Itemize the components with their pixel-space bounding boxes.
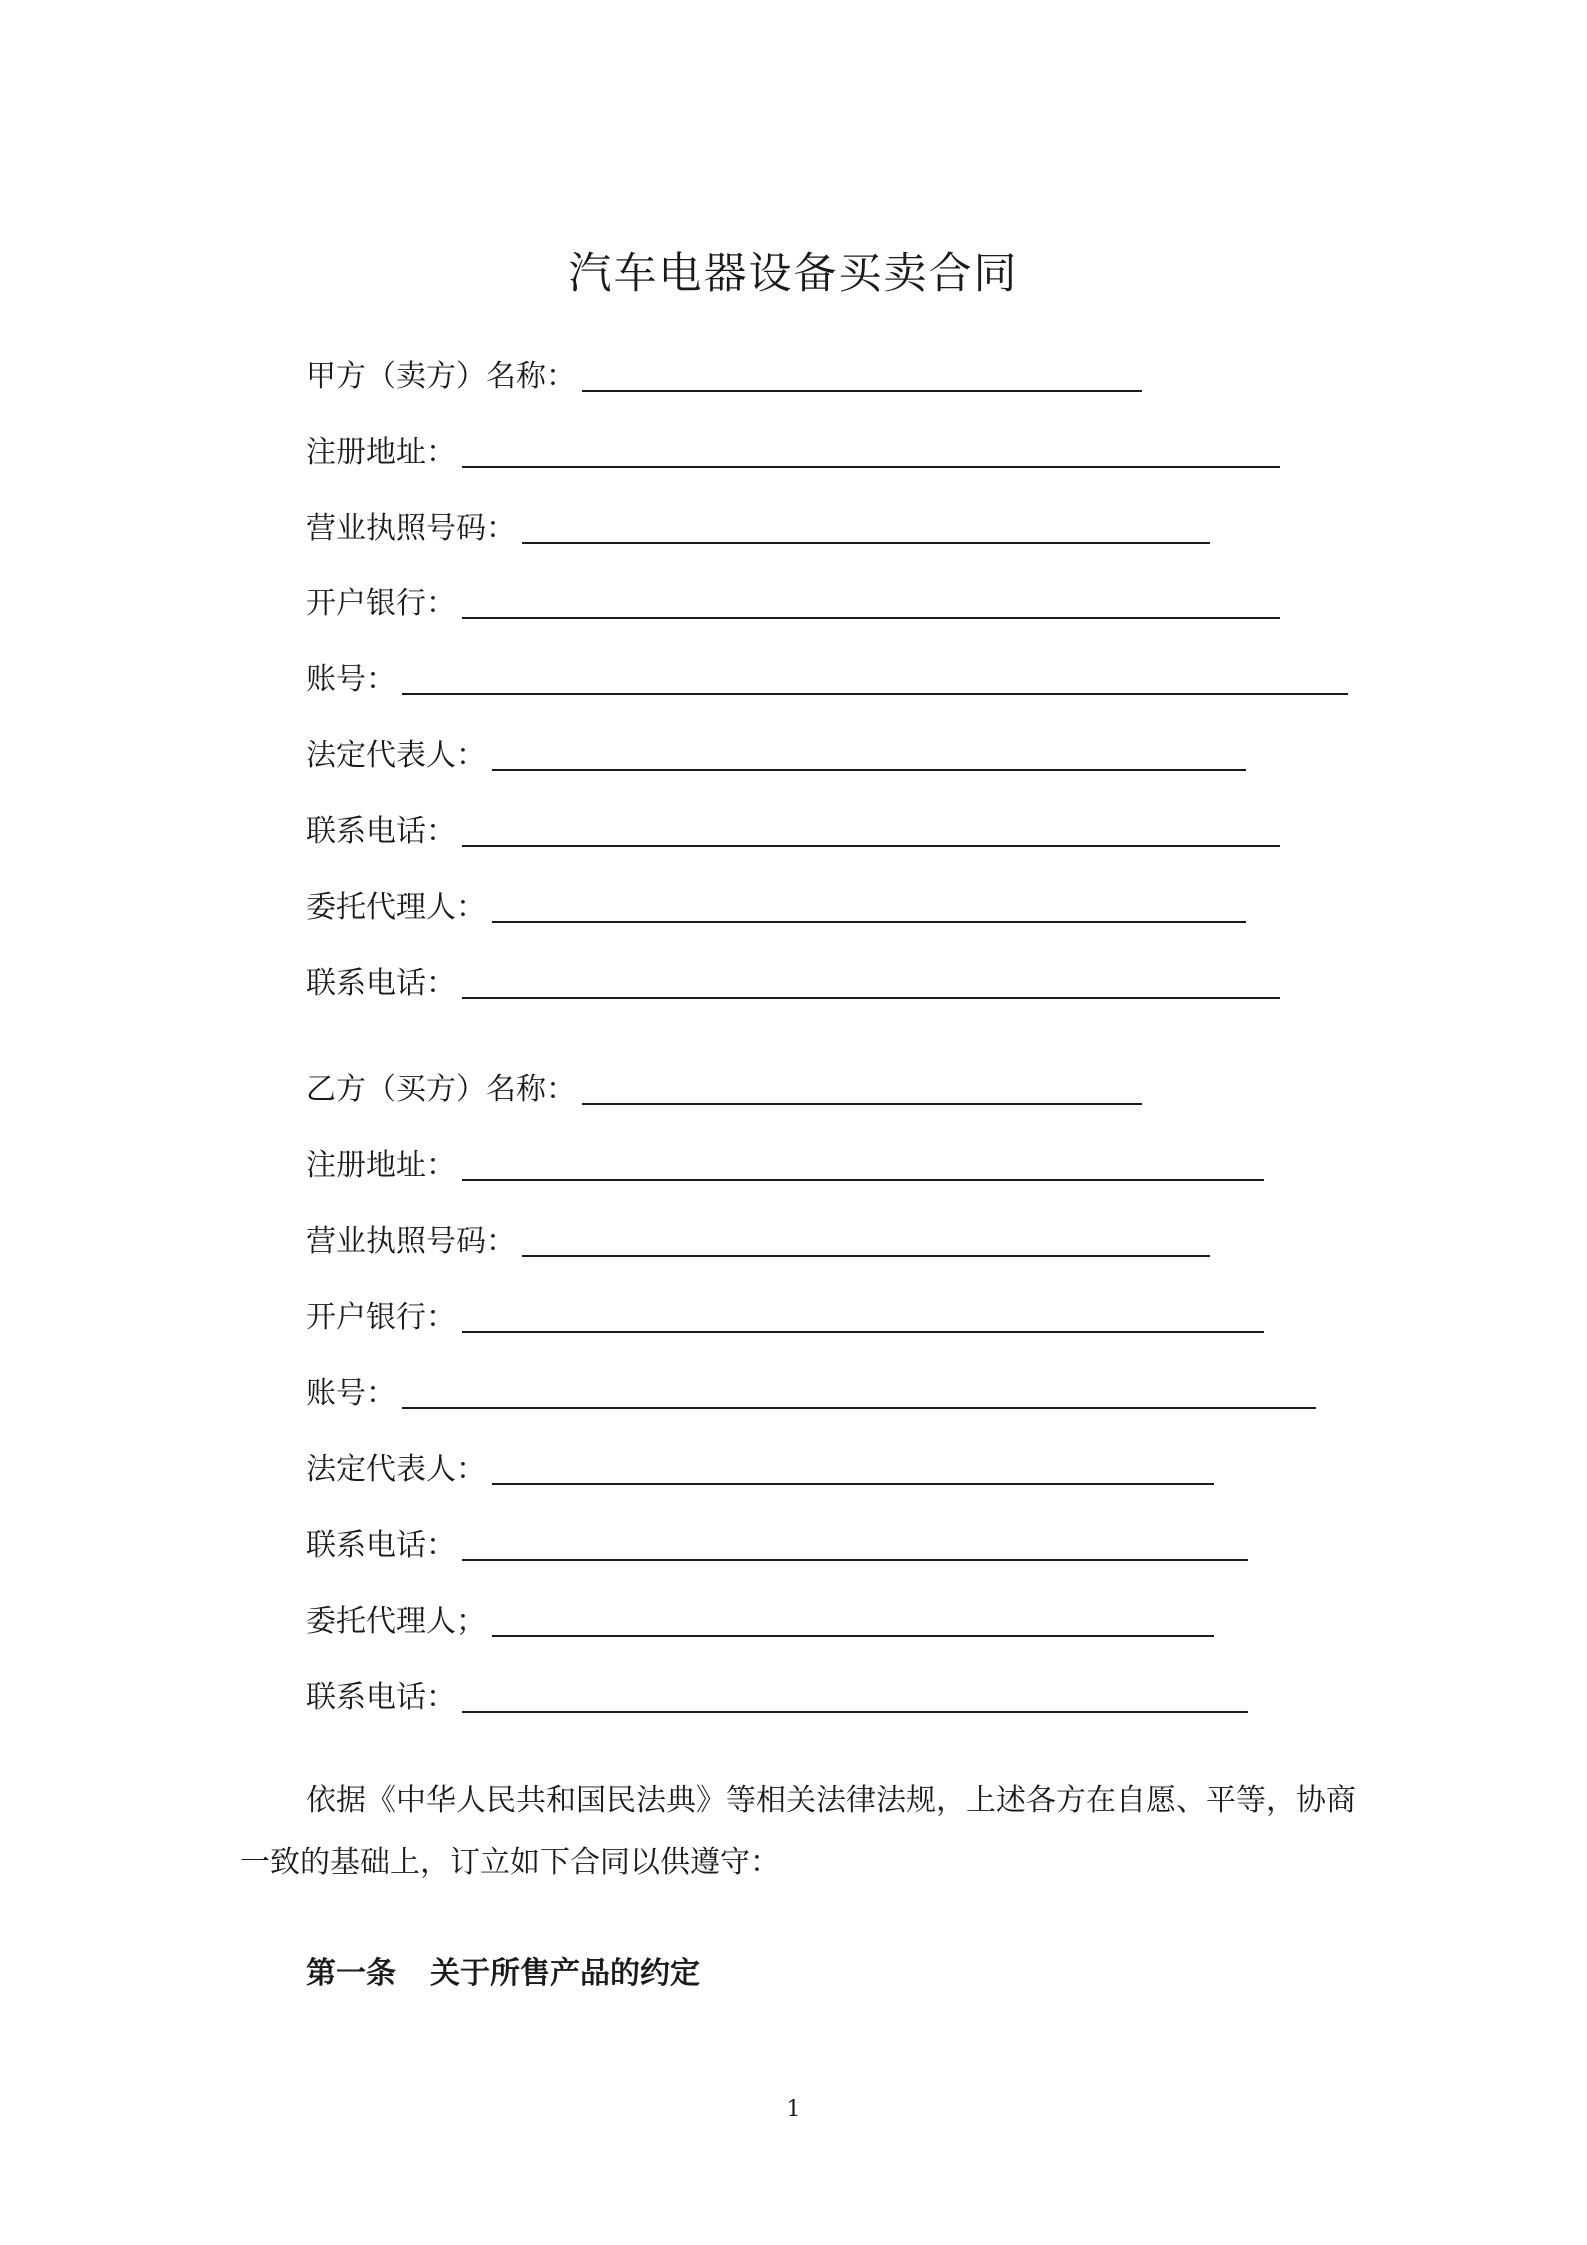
party-a-license-blank[interactable] (522, 542, 1210, 544)
article-1-title: 关于所售产品的约定 (430, 1956, 700, 1991)
party-b-license-field[interactable] (306, 1221, 1210, 1263)
article-1-heading (306, 1948, 700, 1992)
party-a-legal-rep-field[interactable] (306, 735, 1246, 777)
field-label: 账号： (306, 662, 396, 697)
party-b-account-blank[interactable] (402, 1407, 1316, 1409)
page-number: 1 (786, 2097, 801, 2122)
field-label: 法定代表人： (306, 738, 486, 773)
field-label: 联系电话： (306, 1680, 456, 1715)
party-b-legal-rep-blank[interactable] (492, 1483, 1214, 1485)
party-b-phone-field[interactable] (306, 1525, 1248, 1567)
party-a-phone-field[interactable] (306, 811, 1280, 853)
party-a-address-blank[interactable] (462, 466, 1280, 468)
field-label: 注册地址： (306, 435, 456, 470)
field-label: 开户银行： (306, 1300, 456, 1335)
party-a-agent-blank[interactable] (492, 921, 1246, 923)
party-a-name-field[interactable] (306, 356, 1142, 398)
party-b-address-blank[interactable] (462, 1179, 1264, 1181)
party-b-phone-blank[interactable] (462, 1559, 1248, 1561)
party-b-account-field[interactable] (306, 1373, 1316, 1415)
party-b-agent-field[interactable] (306, 1601, 1214, 1643)
field-label: 委托代理人： (306, 890, 486, 925)
party-b-agent-phone-field[interactable] (306, 1677, 1248, 1719)
field-label: 法定代表人： (306, 1452, 486, 1487)
party-b-address-field[interactable] (306, 1145, 1264, 1187)
document-title: 汽车电器设备买卖合同 (568, 249, 1019, 299)
party-b-legal-rep-field[interactable] (306, 1449, 1214, 1491)
party-b-bank-field[interactable] (306, 1297, 1264, 1339)
party-b-name-label: 乙方（买方）名称： (306, 1072, 576, 1107)
preamble-paragraph (240, 1770, 1360, 1894)
field-label: 联系电话： (306, 966, 456, 1001)
party-a-account-field[interactable] (306, 659, 1348, 701)
party-b-name-field[interactable] (306, 1069, 1142, 1111)
field-label: 营业执照号码： (306, 1224, 516, 1259)
party-a-address-field[interactable] (306, 432, 1280, 474)
party-b-bank-blank[interactable] (462, 1331, 1264, 1333)
party-a-bank-blank[interactable] (462, 617, 1280, 619)
party-a-bank-field[interactable] (306, 583, 1280, 625)
party-a-agent-phone-field[interactable] (306, 963, 1280, 1005)
party-a-legal-rep-blank[interactable] (492, 769, 1246, 771)
field-label: 开户银行： (306, 586, 456, 621)
field-label: 账号： (306, 1376, 396, 1411)
party-b-license-blank[interactable] (522, 1255, 1210, 1257)
party-b-agent-phone-blank[interactable] (462, 1711, 1248, 1713)
field-label: 联系电话： (306, 1528, 456, 1563)
party-a-account-blank[interactable] (402, 693, 1348, 695)
party-b-name-blank[interactable] (582, 1103, 1142, 1105)
party-a-name-label: 甲方（卖方）名称： (306, 359, 576, 394)
field-label: 注册地址： (306, 1148, 456, 1183)
article-1-number: 第一条 (306, 1956, 396, 1991)
field-label: 联系电话： (306, 814, 456, 849)
party-b-agent-blank[interactable] (492, 1635, 1214, 1637)
party-a-phone-blank[interactable] (462, 845, 1280, 847)
field-label: 委托代理人； (306, 1604, 486, 1639)
party-a-agent-phone-blank[interactable] (462, 997, 1280, 999)
party-a-agent-field[interactable] (306, 887, 1246, 929)
party-a-name-blank[interactable] (582, 390, 1142, 392)
preamble-text: 依据《中华人民共和国民法典》等相关法律法规，上述各方在自愿、平等，协商一致的基础上，订立如下合同以供遵守： (240, 1783, 1356, 1880)
party-a-license-field[interactable] (306, 508, 1210, 550)
field-label: 营业执照号码： (306, 511, 516, 546)
